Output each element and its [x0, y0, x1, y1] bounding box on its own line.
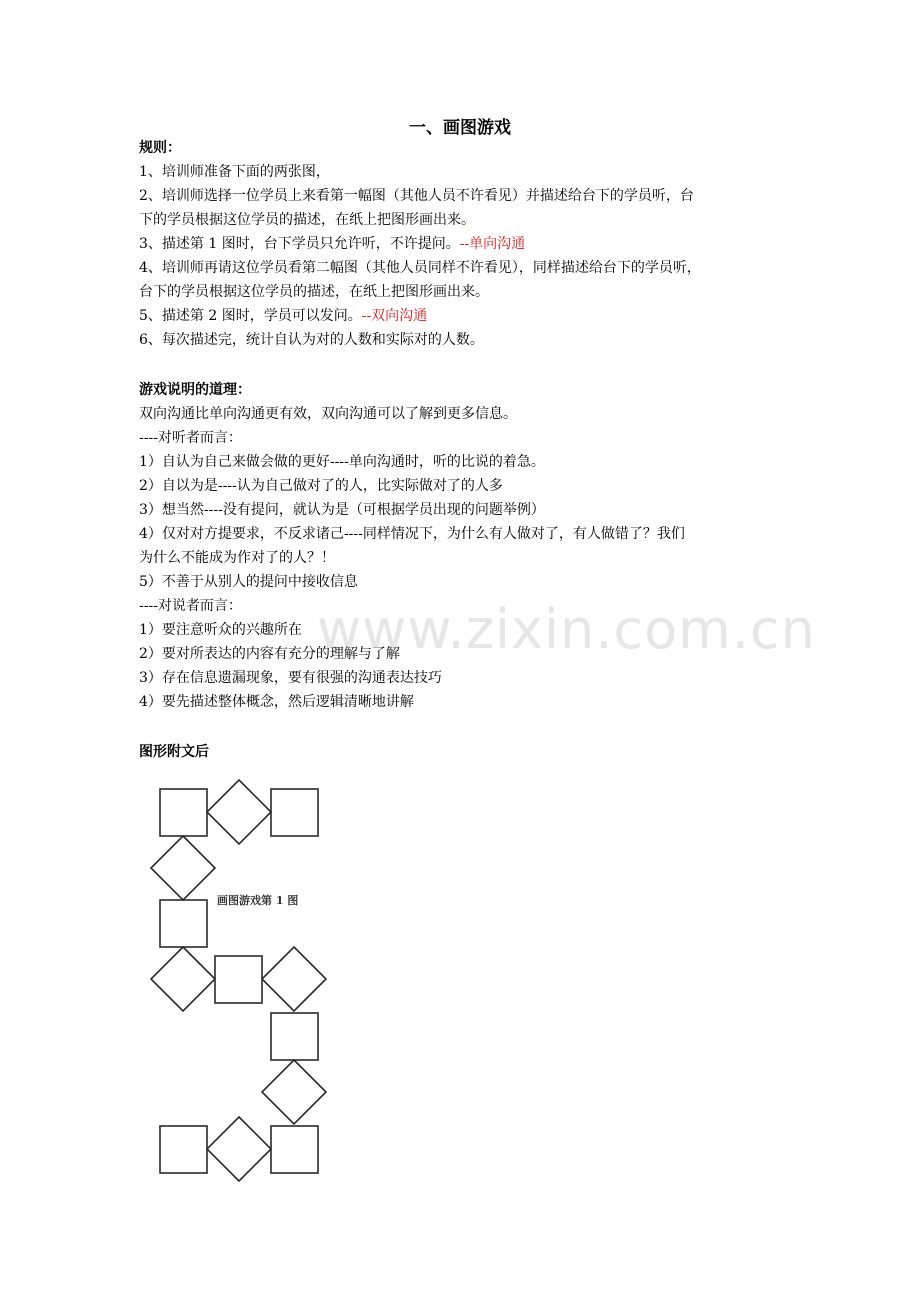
rule-line: 台下的学员根据这位学员的描述，在纸上把图形画出来。: [139, 284, 489, 300]
lesson-line: 5）不善于从别人的提问中接收信息: [139, 574, 358, 590]
rule-line: 5、描述第 2 图时，学员可以发问。--双向沟通: [139, 308, 428, 324]
rule-line: 6、每次描述完，统计自认为对的人数和实际对的人数。: [139, 332, 484, 348]
diamond-shape: [262, 947, 326, 1011]
lesson-line: ----对听者而言：: [139, 430, 242, 446]
diamond-shape: [262, 1060, 326, 1124]
rule-line: 下的学员根据这位学员的描述，在纸上把图形画出来。: [139, 212, 475, 228]
square-shape: [271, 1013, 318, 1060]
lesson-line: 4）要先描述整体概念，然后逻辑清晰地讲解: [139, 694, 414, 710]
square-shape: [160, 900, 207, 947]
square-shape: [271, 789, 318, 836]
lesson-line: 4）仅对对方提要求，不反求诸己----同样情况下，为什么有人做对了，有人做错了？我们: [139, 526, 685, 542]
two-way-note: --双向沟通: [361, 308, 428, 324]
square-shape: [160, 789, 207, 836]
figure-heading: 图形附文后: [139, 744, 209, 760]
page-title: 一、画图游戏: [409, 118, 511, 138]
lesson-line: 1）自认为自己来做会做的更好----单向沟通时，听的比说的着急。: [139, 454, 545, 470]
lesson-line: 3）想当然----没有提问，就认为是（可根据学员出现的问题举例）: [139, 502, 545, 518]
rule-line: 3、描述第 1 图时，台下学员只允许听，不许提问。--单向沟通: [139, 236, 526, 252]
lesson-line: 1）要注意听众的兴趣所在: [139, 622, 302, 638]
lesson-line: 双向沟通比单向沟通更有效，双向沟通可以了解到更多信息。: [139, 406, 517, 422]
lesson-line: 为什么不能成为作对了的人？！: [139, 550, 335, 566]
rule-line: 4、培训师再请这位学员看第二幅图（其他人员同样不许看见），同样描述给台下的学员听，: [139, 260, 701, 276]
lesson-line: 2）要对所表达的内容有充分的理解与了解: [139, 646, 400, 662]
lesson-line: ----对说者而言：: [139, 598, 242, 614]
diamond-shape: [207, 1117, 271, 1181]
rules-heading: 规则：: [139, 140, 181, 156]
one-way-note: --单向沟通: [459, 236, 526, 252]
lesson-line: 2）自以为是----认为自己做对了的人，比实际做对了的人多: [139, 478, 503, 494]
rule-line: 2、培训师选择一位学员上来看第一幅图（其他人员不许看见）并描述给台下的学员听，台: [139, 188, 694, 204]
watermark: www.zixin.com.cn: [317, 598, 816, 661]
figure-caption: 画图游戏第 1 图: [217, 894, 299, 907]
square-shape: [215, 956, 262, 1003]
lesson-heading: 游戏说明的道理：: [139, 382, 251, 398]
square-shape: [160, 1126, 207, 1173]
diamond-shape: [207, 780, 271, 844]
lesson-line: 3）存在信息遗漏现象，要有很强的沟通表达技巧: [139, 670, 442, 686]
diamond-shape: [151, 836, 215, 900]
rule-line: 1、培训师准备下面的两张图，: [139, 164, 330, 180]
diamond-shape: [151, 947, 215, 1011]
square-shape: [271, 1126, 318, 1173]
